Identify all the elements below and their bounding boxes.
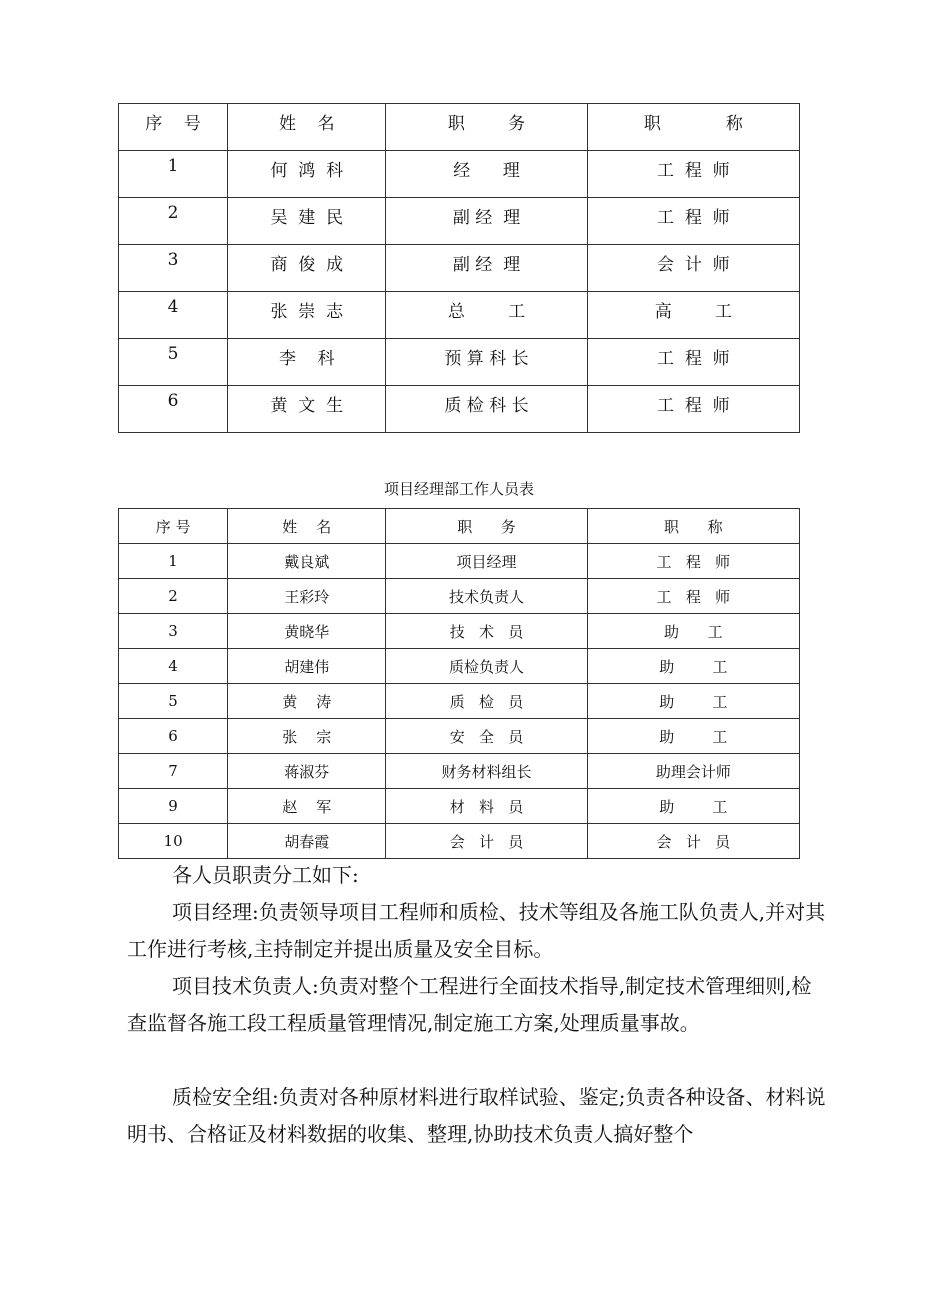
duty-project-manager: 项目经理:负责领导项目工程师和质检、技术等组及各施工队负责人,并对其工作进行考核,主持制定并提出质量及安全目标。 xyxy=(127,900,826,961)
table-row xyxy=(119,386,800,433)
table-cell: 5 xyxy=(119,684,228,719)
table-row xyxy=(119,754,800,789)
table-cell: 工 程 师 xyxy=(587,579,799,614)
table-cell: 1 xyxy=(119,151,228,198)
table-cell: 黄 文 生 xyxy=(228,386,386,433)
table-cell: 赵 军 xyxy=(228,789,386,824)
table-cell: 10 xyxy=(119,824,228,859)
table-cell: 蒋淑芬 xyxy=(228,754,386,789)
table-cell: 6 xyxy=(119,719,228,754)
table-cell: 技 术 员 xyxy=(386,614,587,649)
header-cell: 职 务 xyxy=(386,509,587,544)
table-cell: 会 计 员 xyxy=(386,824,587,859)
table-cell: 3 xyxy=(119,614,228,649)
table-cell: 副 经 理 xyxy=(386,245,587,292)
table-2-caption: 项目经理部工作人员表 xyxy=(383,480,534,498)
header-cell: 职 称 xyxy=(587,509,799,544)
header-cell: 序 号 xyxy=(119,104,228,151)
header-cell: 姓 名 xyxy=(228,509,386,544)
table-cell: 商 俊 成 xyxy=(228,245,386,292)
table-cell: 质 检 员 xyxy=(386,684,587,719)
table-cell: 工 程 师 xyxy=(587,544,799,579)
table-cell: 助 工 xyxy=(587,789,799,824)
table-cell: 安 全 员 xyxy=(386,719,587,754)
table-row xyxy=(119,824,800,859)
table-cell: 5 xyxy=(119,339,228,386)
header-row xyxy=(119,509,800,544)
table-cell: 4 xyxy=(119,292,228,339)
table-cell: 项目经理 xyxy=(386,544,587,579)
table-row xyxy=(119,292,800,339)
table-cell: 工 程 师 xyxy=(587,386,799,433)
table-cell: 技术负责人 xyxy=(386,579,587,614)
table-row xyxy=(119,198,800,245)
table-cell: 副 经 理 xyxy=(386,198,587,245)
table-cell: 2 xyxy=(119,579,228,614)
table-cell: 材 料 员 xyxy=(386,789,587,824)
table-cell: 高 工 xyxy=(587,292,799,339)
table-cell: 质 检 科 长 xyxy=(386,386,587,433)
table-cell: 助 工 xyxy=(587,684,799,719)
table-cell: 王彩玲 xyxy=(228,579,386,614)
table-cell: 2 xyxy=(119,198,228,245)
table-cell: 戴良斌 xyxy=(228,544,386,579)
table-cell: 工 程 师 xyxy=(587,198,799,245)
table-row xyxy=(119,614,800,649)
table-row xyxy=(119,579,800,614)
table-row xyxy=(119,789,800,824)
table-row xyxy=(119,649,800,684)
table-cell: 胡春霞 xyxy=(228,824,386,859)
table-cell: 助 工 xyxy=(587,719,799,754)
header-cell: 姓 名 xyxy=(228,104,386,151)
table-cell: 助理会计师 xyxy=(587,754,799,789)
table-cell: 张 宗 xyxy=(228,719,386,754)
table-cell: 经 理 xyxy=(386,151,587,198)
table-cell: 预 算 科 长 xyxy=(386,339,587,386)
table-cell: 吴 建 民 xyxy=(228,198,386,245)
staff-table-1 xyxy=(118,103,800,433)
table-row xyxy=(119,151,800,198)
duty-tech-lead: 项目技术负责人:负责对整个工程进行全面技术指导,制定技术管理细则,检查监督各施工段工程质量管理情况,制定施工方案,处理质量事故。 xyxy=(127,974,812,1035)
staff-table-2 xyxy=(118,508,800,859)
table-cell: 3 xyxy=(119,245,228,292)
table-cell: 6 xyxy=(119,386,228,433)
table-row xyxy=(119,339,800,386)
table-cell: 会 计 师 xyxy=(587,245,799,292)
header-row xyxy=(119,104,800,151)
duty-quality-safety: 质检安全组:负责对各种原材料进行取样试验、鉴定;负责各种设备、材料说明书、合格证及材料数据的收集、整理,协助技术负责人搞好整个 xyxy=(127,1085,826,1146)
table-cell: 助 工 xyxy=(587,649,799,684)
table-cell: 李 科 xyxy=(228,339,386,386)
table-row xyxy=(119,544,800,579)
intro-line: 各人员职责分工如下: xyxy=(172,863,359,887)
table-cell: 9 xyxy=(119,789,228,824)
table-cell: 工 程 师 xyxy=(587,339,799,386)
table-cell: 7 xyxy=(119,754,228,789)
table-cell: 黄 涛 xyxy=(228,684,386,719)
table-row xyxy=(119,245,800,292)
table-cell: 质检负责人 xyxy=(386,649,587,684)
table-cell: 黄晓华 xyxy=(228,614,386,649)
table-cell: 财务材料组长 xyxy=(386,754,587,789)
table-cell: 张 崇 志 xyxy=(228,292,386,339)
header-cell: 职 称 xyxy=(587,104,799,151)
table-cell: 工 程 师 xyxy=(587,151,799,198)
table-cell: 胡建伟 xyxy=(228,649,386,684)
header-cell: 序 号 xyxy=(119,509,228,544)
table-row xyxy=(119,684,800,719)
header-cell: 职 务 xyxy=(386,104,587,151)
table-cell: 会 计 员 xyxy=(587,824,799,859)
table-cell: 助 工 xyxy=(587,614,799,649)
table-cell: 4 xyxy=(119,649,228,684)
table-cell: 总 工 xyxy=(386,292,587,339)
table-cell: 何 鸿 科 xyxy=(228,151,386,198)
table-cell: 1 xyxy=(119,544,228,579)
table-row xyxy=(119,719,800,754)
